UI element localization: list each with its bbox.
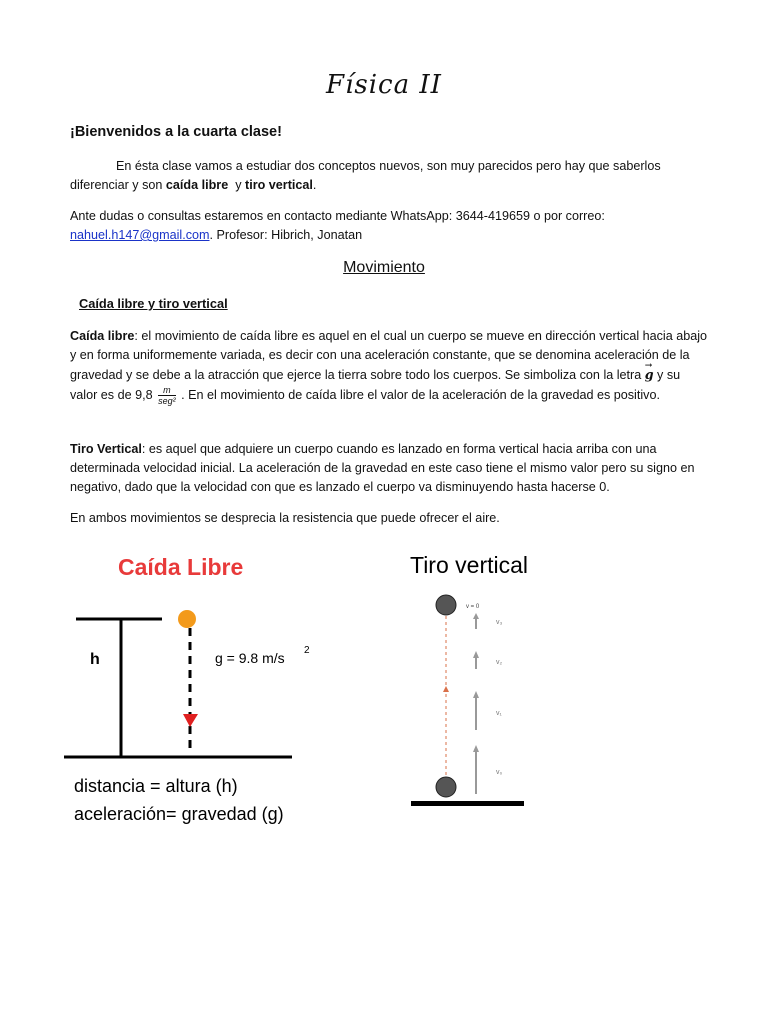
caida-libre-text-b: y su valor es de 9,8	[70, 368, 681, 402]
tiro-vertical-text: : es aquel que adquiere un cuerpo cuando es lanzado en forma vertical hacia arriba con una determinada velocidad inicial. La aceleración de la gravedad en este caso tiene el mismo valor pero su signo en negativo, dado que la velocidad con que es lanzado el cuerpo va disminuyendo hasta hacerse 0.	[70, 442, 695, 494]
launch-direction-arrow	[443, 686, 449, 692]
velocity-label-v2: v₂	[496, 659, 503, 666]
gravity-exponent: 2	[304, 645, 310, 656]
caida-libre-figure-title: Caída Libre	[118, 554, 244, 580]
falling-ball	[178, 610, 196, 628]
ball-top	[436, 595, 456, 615]
caption-distancia: distancia = altura (h)	[74, 776, 238, 796]
top-velocity-label: v = 0	[466, 604, 480, 610]
unit-denominator: seg²	[158, 396, 176, 406]
height-label: h	[90, 651, 100, 668]
gravity-vector-symbol: → g	[645, 367, 654, 382]
velocity-vector-v3	[473, 613, 503, 629]
velocity-label-v1: v₁	[496, 710, 502, 717]
fall-direction-arrow	[183, 714, 198, 727]
velocity-vector-arrow	[473, 691, 479, 698]
velocity-vector-arrow	[473, 651, 479, 658]
figure-tiro-vertical	[410, 552, 528, 806]
gravity-label: g = 9.8 m/s	[215, 650, 285, 666]
subheading-caida-tiro: Caída libre y tiro vertical	[79, 296, 228, 311]
velocity-vector-v0	[473, 745, 503, 794]
caida-libre-label: Caída libre	[70, 329, 135, 343]
intro-connector: y	[228, 178, 246, 192]
section-heading-movimiento: Movimiento	[343, 259, 425, 276]
welcome-heading: ¡Bienvenidos a la cuarta clase!	[70, 124, 282, 140]
velocity-vector-arrow	[473, 745, 479, 752]
velocity-vector-v2	[473, 651, 503, 669]
ball-bottom	[436, 777, 456, 797]
velocity-vector-v1	[473, 691, 503, 730]
intro-term-caida-libre: caída libre	[165, 178, 229, 192]
intro-term-tiro-vertical: tiro vertical	[245, 178, 313, 192]
tiro-vertical-label: Tiro Vertical	[70, 442, 142, 456]
velocity-vector-arrow	[473, 613, 479, 619]
intro-text: En ésta clase vamos a estudiar dos conceptos nuevos, son muy parecidos pero hay que saberlos diferenciar y son	[70, 159, 661, 192]
page-title: Física II	[326, 70, 442, 100]
intro-end: .	[312, 178, 317, 192]
email-link[interactable]: nahuel.h147@gmail.com	[70, 228, 210, 242]
contact-text: Ante dudas o consultas estaremos en contacto mediante WhatsApp: 3644-419659 o por correo:	[70, 209, 605, 223]
contact-after: . Profesor: Hibrich, Jonatan	[209, 228, 363, 242]
velocity-label-v3: v₃	[496, 619, 503, 626]
caida-libre-text-c: . En el movimiento de caída libre el valor de la aceleración de la gravedad es positivo.	[177, 387, 660, 402]
unit-numerator: m	[158, 385, 176, 396]
caption-aceleracion: aceleración= gravedad (g)	[74, 804, 284, 824]
launch-ground	[411, 801, 524, 806]
caida-libre-text-a: : el movimiento de caída libre es aquel en el cual un cuerpo se mueve en dirección vertical hacia abajo y en forma uniformemente variada, es decir con una aceleración constante, que se denomina aceleración de la gravedad y se debe a la atracción que ejerce la tierra sobre todo los cuerpos. Se simboliza con la letra	[70, 329, 708, 382]
ambos-paragraph: En ambos movimientos se desprecia la resistencia que puede ofrecer el aire.	[70, 511, 500, 525]
tiro-vertical-figure-title: Tiro vertical	[410, 552, 528, 578]
velocity-label-v0: v₀	[496, 769, 503, 776]
figure-caida-libre	[64, 554, 310, 824]
